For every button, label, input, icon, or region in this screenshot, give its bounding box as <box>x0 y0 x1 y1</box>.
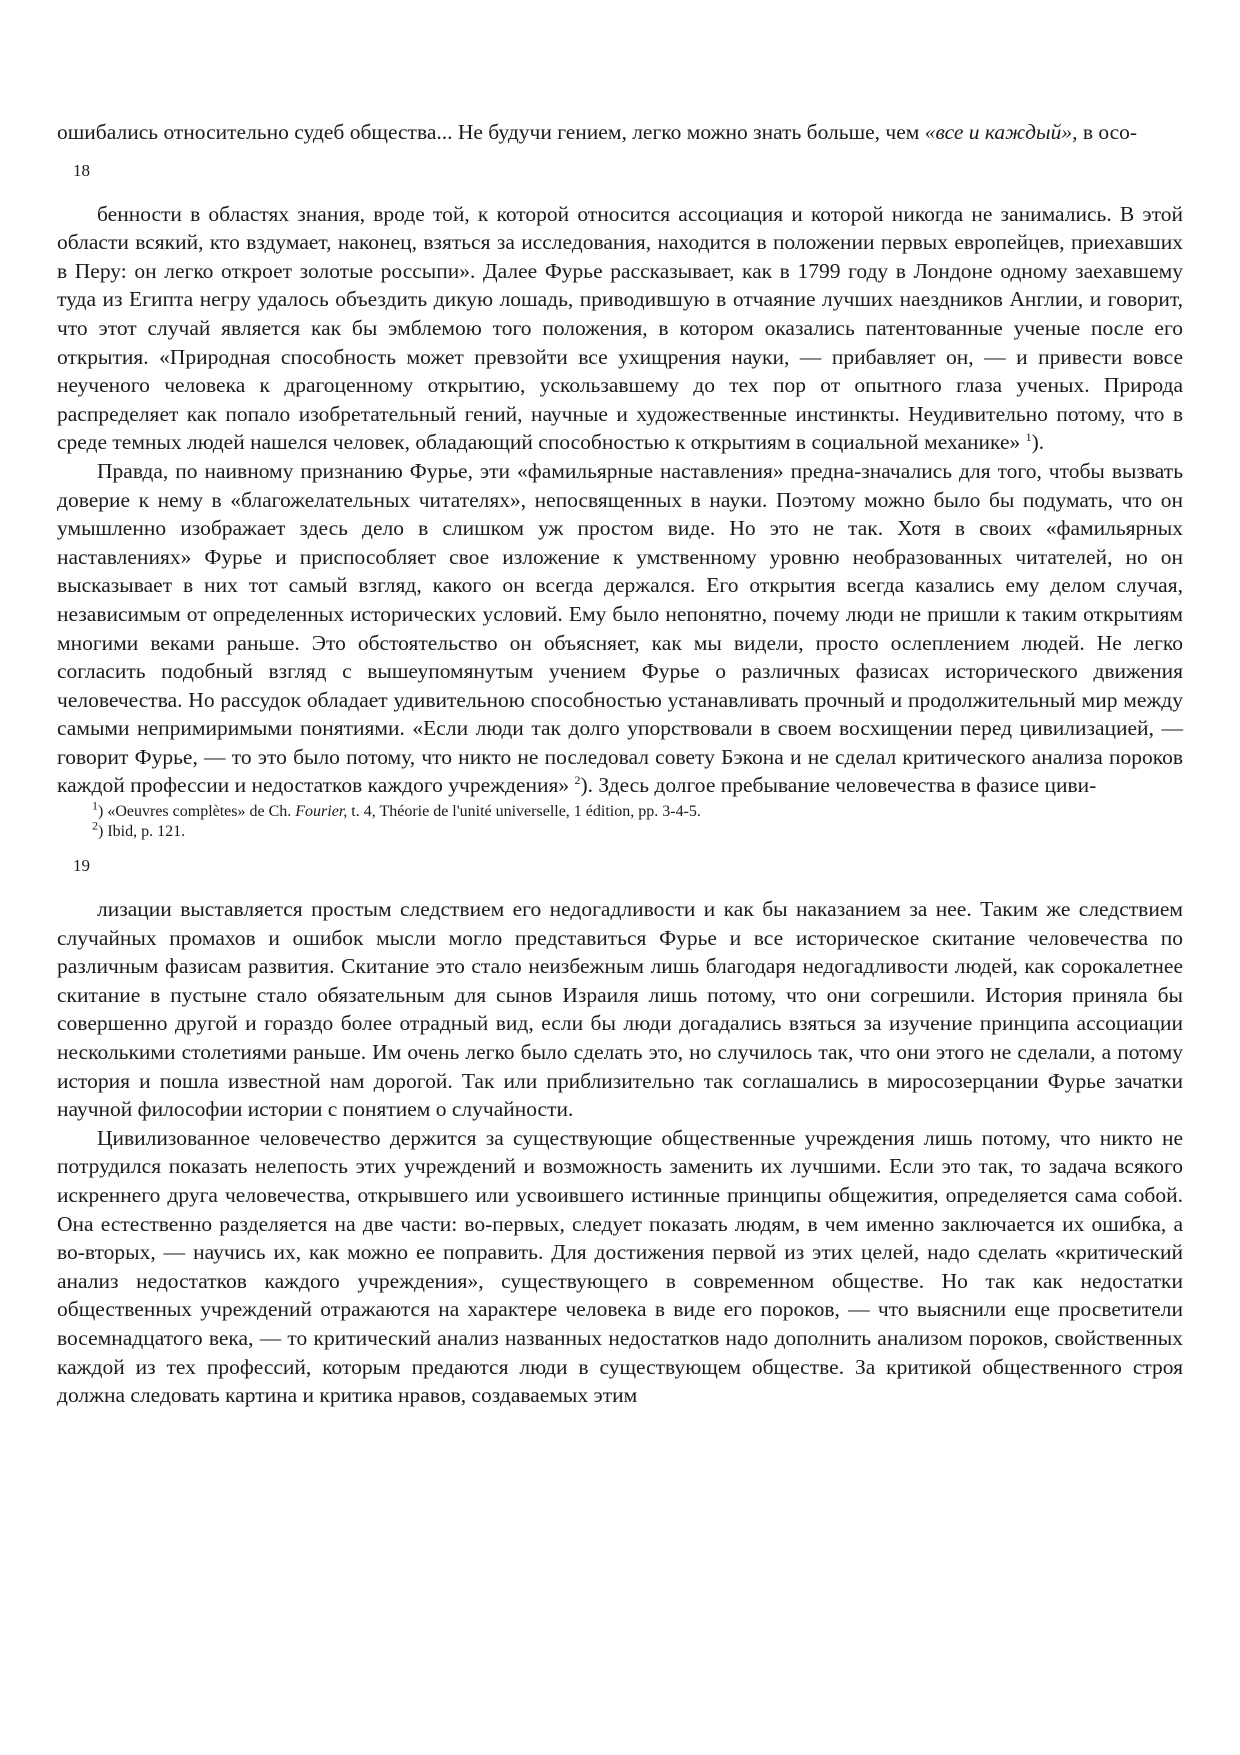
paragraph: Правда, по наивному признанию Фурье, эти «фамильярные наставления» предна-значались для того, чтобы вызвать доверие к нему в «благожелательных читателях», непосвященных в науки. Поэтому можно было бы подумать, что он умышленно изображает здесь дело в слишком уж простом виде. Но это не так. Хотя в своих «фамильярных наставлениях» Фурье и приспособляет свое изложение к умственному уровню необразованных читателей, но он высказывает в них тот самый взгляд, какого он всегда держался. Его открытия всегда казались ему делом случая, независимым от определенных исторических условий. Ему было непонятно, почему люди не пришли к таким открытиям многими веками раньше. Это обстоятельство он объясняет, как мы видели, просто ослеплением людей. Не легко согласить подобный взгляд с вышеупомянутым учением Фурье о различных фазисах исторического движения человечества. Но рассудок обладает удивительною способностью устанавливать прочный и продолжительный мир между самыми непримиримыми понятиями. «Если люди так долго упорствовали в своем восхищении перед цивилизацией, — говорит Фурье, — то это было потому, что никто не последовал совету Бэкона и не сделал критического анализа пороков каждой профессии и недостатков каждого учреждения» $^2$). Здесь долгое пребывание человечества в фазисе циви- <box>57 458 1183 798</box>
author-name: Fourier, <box>295 803 348 821</box>
footnote: $^2$) Ibid, p. 121. <box>92 818 186 841</box>
page-number: 18 <box>73 160 90 180</box>
footnote-mark: 1 <box>92 798 98 813</box>
paragraph-continuation: ошибались относительно судеб общества... Не будучи гением, легко можно знать больше, чем «все и каждый», в осо- <box>57 120 1138 144</box>
italic-quote: «все и каждый», <box>924 120 1078 144</box>
document-page <box>57 118 1183 1410</box>
footnote-ref: 1 <box>1025 430 1032 445</box>
footnote: $^1$) «Oeuvres complètes» de Ch. Fourier, t. 4, Théorie de l'unité universelle, 1 édition, pp. 3-4-5. <box>92 798 701 821</box>
footnote-mark: 2 <box>92 818 98 833</box>
paragraph: лизации выставляется простым следствием его недогадливости и как бы наказанием за нее. Таким же следствием случайных промахов и ошибок мысли могло представиться Фурье и все историческое скитание человечества по различным фазисам развития. Скитание это стало неизбежным лишь благодаря недогадливости людей, как сорокалетнее скитание в пустыне стало обязательным для сынов Израиля лишь потому, что они согрешили. История приняла бы совершенно другой и гораздо более отрадный вид, если бы люди догадались взяться за изучение принципа ассоциации несколькими столетиями раньше. Им очень легко было сделать это, но случилось так, что они этого не сделали, а потому история и пошла известной нам дорогой. Так или приблизительно так соглашались в миросозерцании Фурье зачатки научной философии истории с понятием о случайности. <box>57 897 1183 1122</box>
footnote-ref: 2 <box>574 773 581 788</box>
paragraph: бенности в областях знания, вроде той, к которой относится ассоциация и которой никогда не занимались. В этой области всякий, кто вздумает, наконец, взяться за исследования, находится в положении первых европейцев, приехавших в Перу: он легко откроет золотые россыпи». Далее Фурье рассказывает, как в 1799 году в Лондоне одному заехавшему туда из Египта негру удалось объездить дикую лошадь, приводившую в отчаяние лучших наездников Англии, и говорит, что этот случай является как бы эмблемою того положения, в котором оказались патентованные ученые после его открытия. «Природная способность может превзойти все ухищрения науки, — прибавляет он, — и привести вовсе неученого человека к драгоценному открытию, ускользавшему до тех пор от опытного глаза ученых. Природа распределяет как попало изобретательный гений, научные и художественные инстинкты. Неудивительно потому, что в среде темных людей нашелся человек, обладающий способностью к открытиям в социальной механике» $^1$). <box>57 201 1183 455</box>
paragraph: Цивилизованное человечество держится за существующие общественные учреждения лишь потому, что никто не потрудился показать нелепость этих учреждений и возможность заменить их лучшими. Если это так, то задача всякого искреннего друга человечества, открывшего или усвоившего истинные принципы общежития, определяется сама собой. Она естественно разделяется на две части: во-первых, следует показать людям, в чем именно заключается их ошибка, а во-вторых, — научись их, как можно ее поправить. Для достижения первой из этих целей, надо сделать «критический анализ недостатков каждого учреждения», существующего в современном обществе. Но так как недостатки общественных учреждений отражаются на характере человека в виде его пороков, — что выяснили еще просветители восемнадцатого века, — то критический анализ названных недостатков надо дополнить анализом пороков, свойственных каждой из тех профессий, которым предаются люди в существующем обществе. За критикой общественного строя должна следовать картина и критика нравов, создаваемых этим <box>57 1125 1183 1408</box>
page-number: 19 <box>73 856 90 876</box>
